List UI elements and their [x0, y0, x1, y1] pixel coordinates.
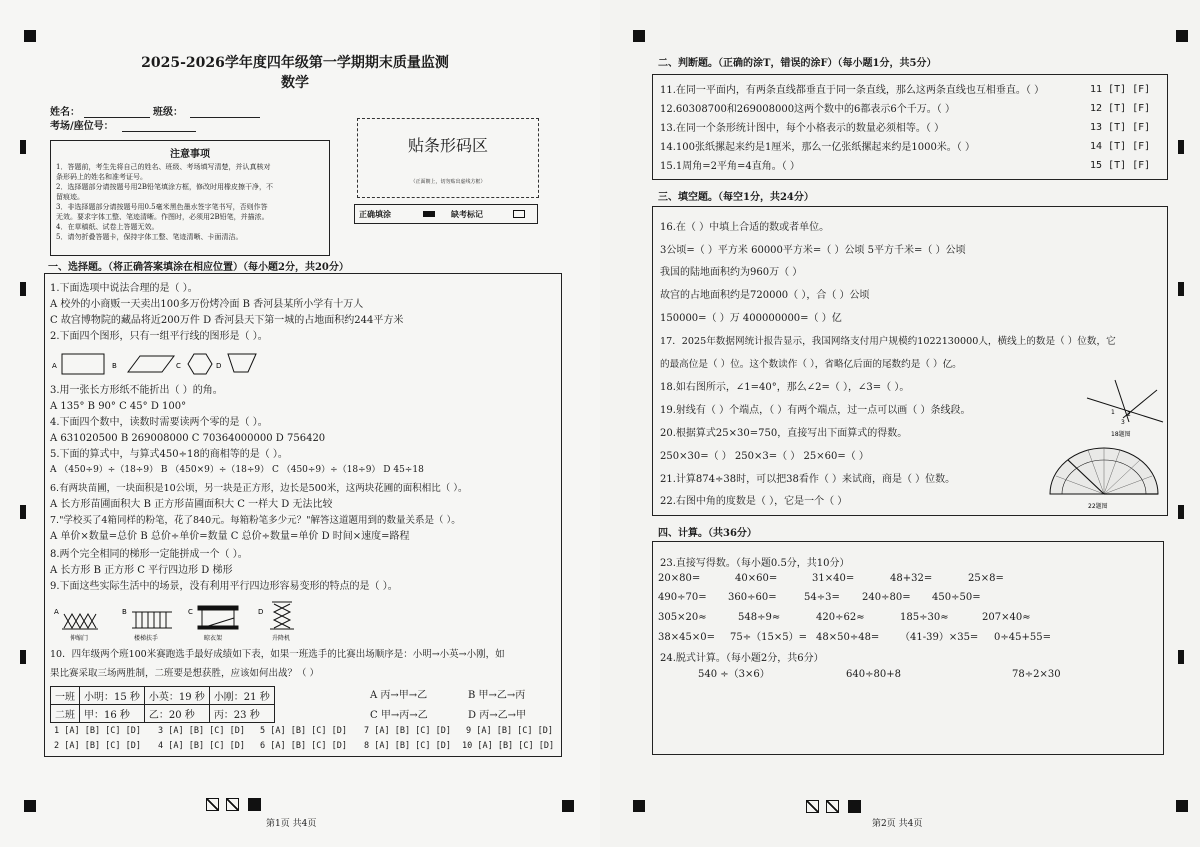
section4-heading: 四、计算。（共36分）: [658, 528, 757, 539]
shape-b-parallelogram: [128, 356, 174, 372]
section2-heading: 二、判断题。（正确的涂T，错误的涂F）（每小题1分，共5分）: [658, 58, 937, 69]
clothes-rack-icon: [198, 606, 238, 629]
q10-line2: 果比赛采取三场两胜制，二班要是想获胜，应该如何出战？（ ）: [50, 668, 320, 679]
q7-options: A 单价×数量=总价 B 总价÷单价=数量 C 总价÷数量=单价 D 时间×速度=路程: [50, 531, 410, 542]
q16-line2: 我国的陆地面积约为960万（ ）: [660, 267, 803, 278]
table-cell: 一班: [51, 687, 80, 705]
registration-mark: [1176, 30, 1188, 42]
notice-line: 1．答题前，考生先将自己的姓名、班级、考场填写清楚，并认真核对: [56, 163, 271, 171]
q24-item: 640÷80+8: [846, 669, 901, 680]
q4: 4.下面四个数中，读数时需要读两个零的是（ ）。: [50, 417, 268, 428]
q24-item: 540 ÷（3×6）: [698, 669, 770, 680]
q18: 18.如右图所示，∠1=40°，那么∠2=（ ），∠3=（ ）。: [660, 382, 910, 393]
answer-bubble-row[interactable]: 6 [A] [B] [C] [D]: [260, 741, 347, 751]
q13: 13.在同一个条形统计图中，每个小格表示的数量必须相等。（ ）: [660, 123, 945, 134]
calc-item: 420÷62≈: [816, 612, 865, 623]
shape-b-label: B: [112, 362, 117, 370]
calc-item: 48+32=: [890, 573, 933, 584]
stair-rail-icon: [132, 612, 172, 628]
q5-options: A （450÷9）÷（18÷9） B （450×9）÷（18÷9） C （450÷9）÷（18÷9） D 45÷18: [50, 465, 424, 475]
q10-option-b: B 甲→乙→丙: [468, 690, 526, 701]
name-field[interactable]: [84, 117, 150, 118]
q23: 23.直接写得数。（每小题0.5分，共10分）: [660, 558, 850, 569]
missing-mark-box[interactable]: [513, 210, 525, 218]
shape-d-label: D: [216, 362, 222, 370]
notice-line: 4．在草稿纸、试卷上答题无效。: [56, 223, 159, 231]
calc-item: 360÷60=: [728, 592, 777, 603]
seat-field[interactable]: [122, 131, 196, 132]
table-cell: 二班: [51, 705, 80, 723]
page-code-mark: [848, 800, 861, 813]
page-number: 第2页 共4页: [872, 819, 923, 829]
answer-bubble-row[interactable]: 9 [A] [B] [C] [D]: [466, 726, 553, 736]
q10-line1: 10．四年级两个班100米赛跑选手最好成绩如下表，如果一班选手的比赛出场顺序是：小明→小英→小刚，如: [50, 649, 505, 660]
q20: 20.根据算式25×30=750，直接写出下面算式的得数。: [660, 428, 908, 439]
answer-bubble-row[interactable]: 8 [A] [B] [C] [D]: [364, 741, 451, 751]
page-code-mark: [248, 798, 261, 811]
q9: 9.下面这些实际生活中的场景，没有利用平行四边形容易变形的特点的是（ ）。: [50, 581, 398, 592]
calc-item: 54÷3=: [804, 592, 840, 603]
exam-title: 2025-2026学年度四年级第一学期期末质量监测: [141, 55, 449, 71]
notice-line: 条形码上的姓名和准考证号。: [56, 173, 147, 181]
notice-line: 无效。要求字体工整、笔迹清晰。作图时，必须用2B铅笔，并描浓。: [56, 213, 269, 221]
answer-bubble-row[interactable]: 5 [A] [B] [C] [D]: [260, 726, 347, 736]
timing-mark: [1178, 505, 1184, 519]
notice-line: 3．非选择题部分请按题号用0.5毫米黑色墨水签字笔书写，否则作答: [56, 203, 268, 211]
q11: 11.在同一平面内，有两条直线都垂直于同一条直线，那么这两条直线也互相垂直。（ ）: [660, 85, 1045, 96]
timing-mark: [20, 140, 26, 154]
answer-bubble-row[interactable]: 10 [A] [B] [C] [D]: [462, 741, 555, 751]
q3: 3.用一张长方形纸不能折出（ ）的角。: [50, 385, 223, 396]
timing-mark: [20, 650, 26, 664]
q16-line3: 故宫的占地面积约是720000（ ），合（ ）公顷: [660, 290, 870, 301]
notice-line: 留痕迹。: [56, 193, 84, 201]
q16-line4: 150000=（ ）万 400000000=（ ）亿: [660, 313, 842, 324]
fig22-label: 22题图: [1088, 503, 1108, 510]
table-cell: 乙：20 秒: [144, 705, 209, 723]
scene-c-label: C: [188, 608, 193, 616]
shape-c-hexagon: [188, 354, 212, 374]
q6-options: A 长方形苗圃面积大 B 正方形苗圃面积大 C 一样大 D 无法比较: [50, 499, 333, 510]
shape-a-label: A: [52, 362, 57, 370]
tf-bubble-13[interactable]: 13 [T] [F]: [1090, 122, 1151, 133]
page-code-mark: [226, 798, 239, 811]
scene-a-caption: 伸缩门: [70, 635, 89, 642]
calc-item: 75÷（15×5）=: [730, 632, 807, 643]
exam-subject: 数学: [281, 75, 309, 91]
missing-mark-label: 缺考标记: [451, 209, 483, 219]
section1-heading: 一、选择题。（将正确答案填涂在相应位置）（每小题2分，共20分）: [48, 262, 349, 273]
calc-item: 38×45×0=: [658, 632, 715, 643]
table-row: [51, 705, 275, 723]
telescopic-gate-icon: [62, 614, 98, 629]
q7: 7."学校买了4箱同样的粉笔，花了840元。每箱粉笔多少元？"解答这道题用到的数量关系是（ ）。: [50, 515, 461, 526]
barcode-note: （正面朝上，切勿贴出虚线方框）: [410, 179, 486, 185]
calc-item: 450÷50=: [932, 592, 981, 603]
answer-bubble-row[interactable]: 7 [A] [B] [C] [D]: [364, 726, 451, 736]
q15: 15.1周角=2平角=4直角。（ ）: [660, 161, 800, 172]
page-number: 第1页 共4页: [266, 819, 317, 829]
answer-bubble-row[interactable]: 2 [A] [B] [C] [D]: [54, 741, 141, 751]
shape-d-trapezoid: [228, 354, 256, 372]
calc-item: （41-39）×35=: [900, 632, 979, 643]
q16: 16.在（ ）中填上合适的数或者单位。: [660, 222, 830, 233]
q10-option-d: D 丙→乙→甲: [468, 710, 526, 721]
scene-a-label: A: [54, 608, 59, 616]
answer-bubble-row[interactable]: 4 [A] [B] [C] [D]: [158, 741, 245, 751]
registration-mark: [24, 800, 36, 812]
race-table: [50, 686, 275, 723]
q22-protractor-figure: [1048, 446, 1160, 512]
q14: 14.100张纸摞起来约是1厘米，那么一亿张纸摞起来约是1000米。（ ）: [660, 142, 975, 153]
page-code-mark: [206, 798, 219, 811]
q17-line1: 17．2025年数据网统计报告显示，我国网络支付用户规模约1022130000人，横线上的数是（ ）位数，它: [660, 336, 1116, 347]
q24: 24.脱式计算。（每小题2分，共6分）: [660, 653, 824, 664]
q19: 19.射线有（ ）个端点，（ ）有两个端点，过一点可以画（ ）条线段。: [660, 405, 971, 416]
correct-fill-sample: [423, 211, 435, 217]
table-row: [51, 687, 275, 705]
q2: 2.下面四个图形，只有一组平行线的图形是（ ）。: [50, 331, 268, 342]
q3-options: A 135° B 90° C 45° D 100°: [50, 401, 187, 412]
timing-mark: [20, 505, 26, 519]
class-field[interactable]: [190, 117, 260, 118]
q20-items: 250×30=（ ） 250×3=（ ） 25×60=（ ）: [660, 451, 869, 462]
scene-d-label: D: [258, 608, 264, 616]
q22: 22.右图中角的度数是（ ），它是一个（ ）: [660, 496, 848, 507]
calc-item: 240÷80=: [862, 592, 911, 603]
timing-mark: [1178, 140, 1184, 154]
calc-item: 0÷45+55=: [994, 632, 1051, 643]
section3-heading: 三、填空题。（每空1分，共24分）: [658, 192, 814, 203]
notice-line: 5．请勿折叠答题卡，保持字体工整、笔迹清晰、卡面清洁。: [56, 233, 243, 241]
notice-line: 2．选择题部分请按题号用2B铅笔填涂方框，修改时用橡皮擦干净，不: [56, 183, 274, 191]
shape-c-label: C: [176, 362, 181, 370]
table-cell: 小英：19 秒: [144, 687, 209, 705]
q1: 1.下面选项中说法合理的是（ ）。: [50, 283, 198, 294]
lift-platform-icon: [270, 602, 294, 629]
registration-mark: [1176, 800, 1188, 812]
svg-text:2: 2: [1127, 411, 1131, 418]
scene-d-caption: 升降机: [272, 635, 291, 642]
q9-scenes: [52, 598, 312, 644]
q18-angle-figure: [1085, 378, 1165, 440]
q17-line2: 的最高位是（ ）位。这个数读作（ ），省略亿后面的尾数约是（ ）亿。: [660, 359, 962, 370]
calc-item: 185÷30≈: [900, 612, 949, 623]
scene-b-caption: 楼梯扶手: [134, 635, 159, 642]
q8-options: A 长方形 B 正方形 C 平行四边形 D 梯形: [50, 565, 233, 576]
timing-mark: [20, 282, 26, 296]
shape-a-rectangle: [62, 354, 104, 374]
scene-b-label: B: [122, 608, 127, 616]
q21: 21.计算874÷38时，可以把38看作（ ）来试商，商是（ ）位数。: [660, 474, 956, 485]
class-label: 班级：: [153, 107, 183, 118]
calc-item: 40×60=: [735, 573, 778, 584]
notice-box: [50, 140, 330, 256]
q1-options-cd: C 故宫博物院的藏品将近200万件 D 香河县天下第一城的占地面积约244平方米: [50, 315, 404, 326]
q5: 5.下面的算式中，与算式450÷18的商相等的是（ ）。: [50, 449, 288, 460]
calc-item: 20×80=: [658, 573, 701, 584]
calc-item: 548÷9≈: [738, 612, 781, 623]
seat-label: 考场/座位号：: [50, 121, 114, 132]
registration-mark: [633, 30, 645, 42]
barcode-label: 贴条形码区: [407, 136, 488, 155]
page-code-mark: [826, 800, 839, 813]
calc-item: 25×8=: [968, 573, 1004, 584]
table-cell: 小明：15 秒: [80, 687, 145, 705]
answer-bubble-row[interactable]: 3 [A] [B] [C] [D]: [158, 726, 245, 736]
table-cell: 甲：16 秒: [80, 705, 145, 723]
calc-item: 490÷70=: [658, 592, 707, 603]
name-label: 姓名：: [50, 107, 80, 118]
q1-options-ab: A 校外的小商贩一天卖出100多万份烤冷面 B 香河县某所小学有十万人: [50, 299, 364, 310]
q6: 6.有两块苗圃，一块面积是10公顷，另一块是正方形，边长是500米，这两块花圃的面积相比（ ）。: [50, 483, 468, 494]
registration-mark: [24, 30, 36, 42]
registration-mark: [633, 800, 645, 812]
calc-item: 305×20≈: [658, 612, 707, 623]
svg-text:1: 1: [1111, 409, 1115, 416]
answer-bubble-row[interactable]: 1 [A] [B] [C] [D]: [54, 726, 141, 736]
scene-c-caption: 晾衣架: [204, 635, 223, 642]
q10-option-c: C 甲→丙→乙: [370, 710, 428, 721]
table-cell: 丙：23 秒: [209, 705, 274, 723]
timing-mark: [1178, 282, 1184, 296]
fill-example: [354, 204, 538, 224]
calc-item: 48×50÷48=: [816, 632, 880, 643]
svg-text:3: 3: [1121, 419, 1125, 426]
registration-mark: [562, 800, 574, 812]
tf-bubble-15[interactable]: 15 [T] [F]: [1090, 160, 1151, 171]
tf-bubble-14[interactable]: 14 [T] [F]: [1090, 141, 1151, 152]
q12: 12.60308700和269008000这两个数中的6都表示6个千万。（ ）: [660, 104, 955, 115]
tf-bubble-11[interactable]: 11 [T] [F]: [1090, 84, 1151, 95]
fig18-label: 18题图: [1111, 431, 1131, 438]
notice-title: 注意事项: [170, 149, 210, 160]
q4-options: A 631020500 B 269008000 C 70364000000 D 756420: [50, 433, 326, 444]
correct-fill-label: 正确填涂: [359, 209, 391, 219]
q16-line1: 3公顷=（ ）平方米 60000平方米=（ ）公顷 5平方千米=（ ）公顷: [660, 245, 966, 256]
table-cell: 小刚：21 秒: [209, 687, 274, 705]
barcode-area: [357, 118, 539, 198]
q2-shapes: [52, 348, 272, 378]
timing-mark: [1178, 650, 1184, 664]
page-code-mark: [806, 800, 819, 813]
calc-item: 31×40=: [812, 573, 855, 584]
q10-option-a: A 丙→甲→乙: [370, 690, 428, 701]
q8: 8.两个完全相同的梯形一定能拼成一个（ ）。: [50, 549, 248, 560]
q24-item: 78÷2×30: [1012, 669, 1061, 680]
calc-item: 207×40≈: [982, 612, 1031, 623]
tf-bubble-12[interactable]: 12 [T] [F]: [1090, 103, 1151, 114]
